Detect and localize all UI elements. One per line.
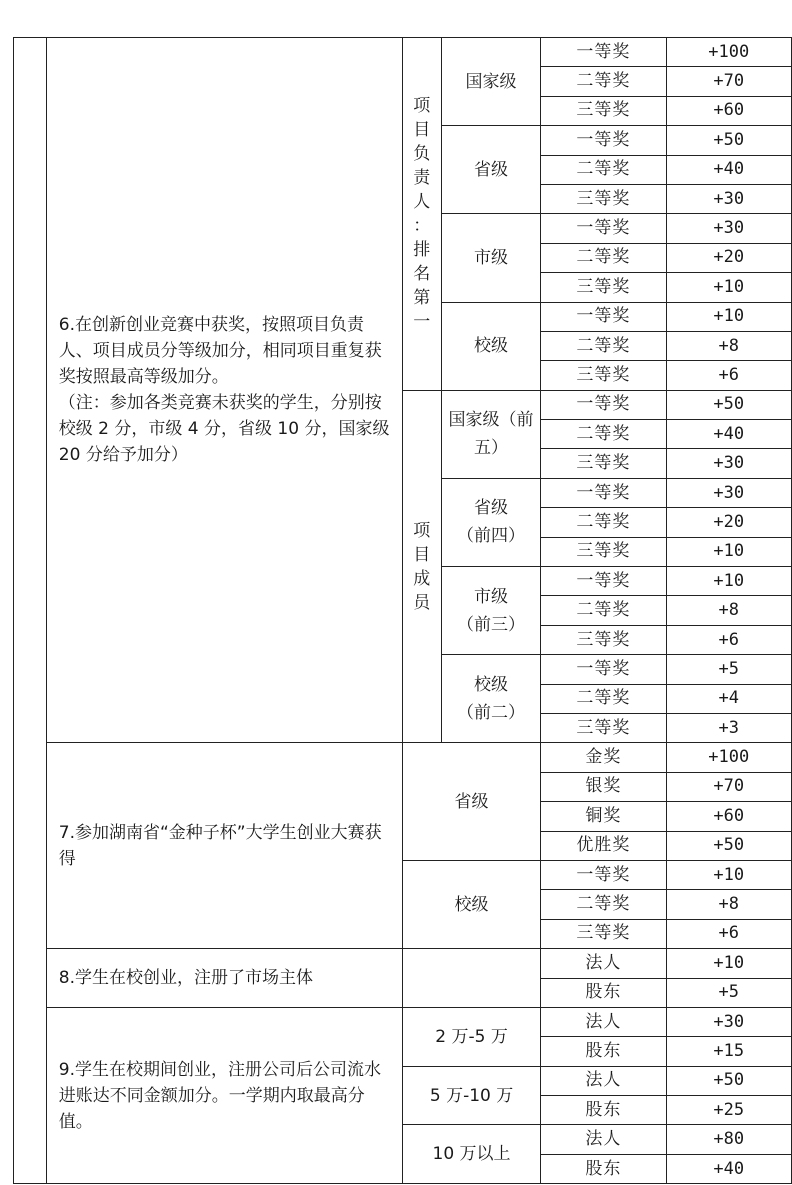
points-cell: +60 xyxy=(666,802,791,831)
points-cell: +40 xyxy=(666,1154,791,1183)
prize-cell: 二等奖 xyxy=(541,67,666,96)
item9-description: 9.学生在校期间创业，注册公司后公司流水进账达不同金额加分。一学期内取最高分值。 xyxy=(46,1007,402,1183)
points-cell: +40 xyxy=(666,420,791,449)
points-cell: +50 xyxy=(666,831,791,860)
level-sub: （前四） xyxy=(456,526,525,547)
prize-cell: 三等奖 xyxy=(541,449,666,478)
level-name: 校级 xyxy=(473,674,508,695)
role-char: 人 xyxy=(413,191,431,212)
table-row xyxy=(14,1007,792,1036)
left-margin-cell xyxy=(14,38,47,1184)
table-row xyxy=(14,743,792,772)
prize-cell: 股东 xyxy=(541,978,666,1007)
prize-cell: 一等奖 xyxy=(541,214,666,243)
prize-cell: 法人 xyxy=(541,1007,666,1036)
role-char: 项 xyxy=(413,95,431,116)
role-char: 项 xyxy=(413,520,431,541)
table-row xyxy=(14,949,792,978)
points-cell: +80 xyxy=(666,1125,791,1154)
points-cell: +10 xyxy=(666,302,791,331)
amount-range-cell: 10 万以上 xyxy=(402,1125,540,1184)
points-cell: +30 xyxy=(666,478,791,507)
prize-cell: 二等奖 xyxy=(541,243,666,272)
points-cell: +20 xyxy=(666,243,791,272)
points-cell: +10 xyxy=(666,567,791,596)
level-sub: （前五） xyxy=(473,410,534,459)
level-name: 省级 xyxy=(473,498,508,519)
role-char: ： xyxy=(413,215,431,236)
prize-cell: 三等奖 xyxy=(541,361,666,390)
prize-cell: 三等奖 xyxy=(541,184,666,213)
prize-cell: 股东 xyxy=(541,1154,666,1183)
points-cell: +8 xyxy=(666,596,791,625)
prize-cell: 三等奖 xyxy=(541,919,666,948)
prize-cell: 股东 xyxy=(541,1096,666,1125)
prize-cell: 二等奖 xyxy=(541,420,666,449)
level-cell: 校级 xyxy=(402,860,540,948)
level-name: 省级 xyxy=(473,159,508,180)
points-cell: +70 xyxy=(666,67,791,96)
empty-level-cell xyxy=(402,949,540,1008)
level-cell xyxy=(441,567,541,655)
role-char: 员 xyxy=(413,592,431,613)
role-char: 第 xyxy=(413,287,431,308)
points-cell: +25 xyxy=(666,1096,791,1125)
points-cell: +5 xyxy=(666,978,791,1007)
prize-cell: 法人 xyxy=(541,949,666,978)
level-cell xyxy=(441,214,541,302)
points-cell: +15 xyxy=(666,1037,791,1066)
amount-range-cell: 2 万-5 万 xyxy=(402,1007,540,1066)
item6-description xyxy=(46,38,402,743)
prize-cell: 二等奖 xyxy=(541,684,666,713)
prize-cell: 三等奖 xyxy=(541,625,666,654)
level-cell xyxy=(441,126,541,214)
level-sub: （前二） xyxy=(456,702,525,723)
points-cell: +30 xyxy=(666,184,791,213)
points-cell: +10 xyxy=(666,537,791,566)
level-name: 市级 xyxy=(473,586,508,607)
prize-cell: 一等奖 xyxy=(541,860,666,889)
prize-cell: 银奖 xyxy=(541,772,666,801)
points-cell: +70 xyxy=(666,772,791,801)
prize-cell: 一等奖 xyxy=(541,655,666,684)
prize-cell: 三等奖 xyxy=(541,96,666,125)
points-cell: +20 xyxy=(666,508,791,537)
prize-cell: 法人 xyxy=(541,1066,666,1095)
item7-description: 7.参加湖南省“金种子杯”大学生创业大赛获得 xyxy=(46,743,402,949)
points-cell: +10 xyxy=(666,949,791,978)
prize-cell: 二等奖 xyxy=(541,331,666,360)
prize-cell: 二等奖 xyxy=(541,890,666,919)
level-cell xyxy=(441,655,541,743)
points-cell: +40 xyxy=(666,155,791,184)
level-cell xyxy=(441,302,541,390)
prize-cell: 一等奖 xyxy=(541,478,666,507)
points-cell: +60 xyxy=(666,96,791,125)
prize-cell: 优胜奖 xyxy=(541,831,666,860)
role-char: 目 xyxy=(413,544,431,565)
points-cell: +10 xyxy=(666,273,791,302)
level-cell: 省级 xyxy=(402,743,540,861)
points-cell: +6 xyxy=(666,919,791,948)
score-table xyxy=(13,37,792,1184)
prize-cell: 铜奖 xyxy=(541,802,666,831)
level-cell xyxy=(441,478,541,566)
table-row xyxy=(14,38,792,67)
points-cell: +3 xyxy=(666,713,791,742)
points-cell: +50 xyxy=(666,126,791,155)
prize-cell: 一等奖 xyxy=(541,390,666,419)
points-cell: +8 xyxy=(666,890,791,919)
points-cell: +30 xyxy=(666,1007,791,1036)
role-char: 负 xyxy=(413,143,431,164)
points-cell: +100 xyxy=(666,743,791,772)
item8-description: 8.学生在校创业，注册了市场主体 xyxy=(46,949,402,1008)
prize-cell: 三等奖 xyxy=(541,273,666,302)
points-cell: +6 xyxy=(666,361,791,390)
points-cell: +50 xyxy=(666,390,791,419)
prize-cell: 法人 xyxy=(541,1125,666,1154)
points-cell: +8 xyxy=(666,331,791,360)
prize-cell: 二等奖 xyxy=(541,508,666,537)
level-name: 国家级 xyxy=(465,71,517,92)
points-cell: +10 xyxy=(666,860,791,889)
prize-cell: 一等奖 xyxy=(541,567,666,596)
points-cell: +5 xyxy=(666,655,791,684)
prize-cell: 二等奖 xyxy=(541,155,666,184)
prize-cell: 一等奖 xyxy=(541,126,666,155)
score-table-body xyxy=(14,38,792,1184)
prize-cell: 金奖 xyxy=(541,743,666,772)
level-name: 校级 xyxy=(473,336,508,357)
prize-cell: 三等奖 xyxy=(541,713,666,742)
prize-cell: 一等奖 xyxy=(541,38,666,67)
prize-cell: 三等奖 xyxy=(541,537,666,566)
level-cell xyxy=(441,390,541,478)
amount-range-cell: 5 万-10 万 xyxy=(402,1066,540,1125)
level-cell xyxy=(441,38,541,126)
role-char: 责 xyxy=(413,167,431,188)
level-sub: （前三） xyxy=(456,614,525,635)
item6-title: 6.在创新创业竞赛中获奖，按照项目负责人、项目成员分等级加分，相同项目重复获奖按照最高等级加分。 xyxy=(58,315,382,388)
role-char: 名 xyxy=(413,263,431,284)
points-cell: +30 xyxy=(666,214,791,243)
role-char: 目 xyxy=(413,119,431,140)
prize-cell: 一等奖 xyxy=(541,302,666,331)
points-cell: +6 xyxy=(666,625,791,654)
member-role-label xyxy=(402,390,441,743)
points-cell: +100 xyxy=(666,38,791,67)
level-name: 市级 xyxy=(473,247,508,268)
leader-role-label xyxy=(402,38,441,391)
item6-note: （注：参加各类竞赛未获奖的学生，分别按校级 2 分，市级 4 分，省级 10 分，国家级 20 分给予加分） xyxy=(58,393,390,466)
role-char: 排 xyxy=(413,239,431,260)
role-char: 成 xyxy=(413,568,431,589)
prize-cell: 二等奖 xyxy=(541,596,666,625)
role-char: 一 xyxy=(413,311,431,332)
prize-cell: 股东 xyxy=(541,1037,666,1066)
points-cell: +30 xyxy=(666,449,791,478)
level-name: 国家级 xyxy=(448,410,500,431)
points-cell: +4 xyxy=(666,684,791,713)
points-cell: +50 xyxy=(666,1066,791,1095)
